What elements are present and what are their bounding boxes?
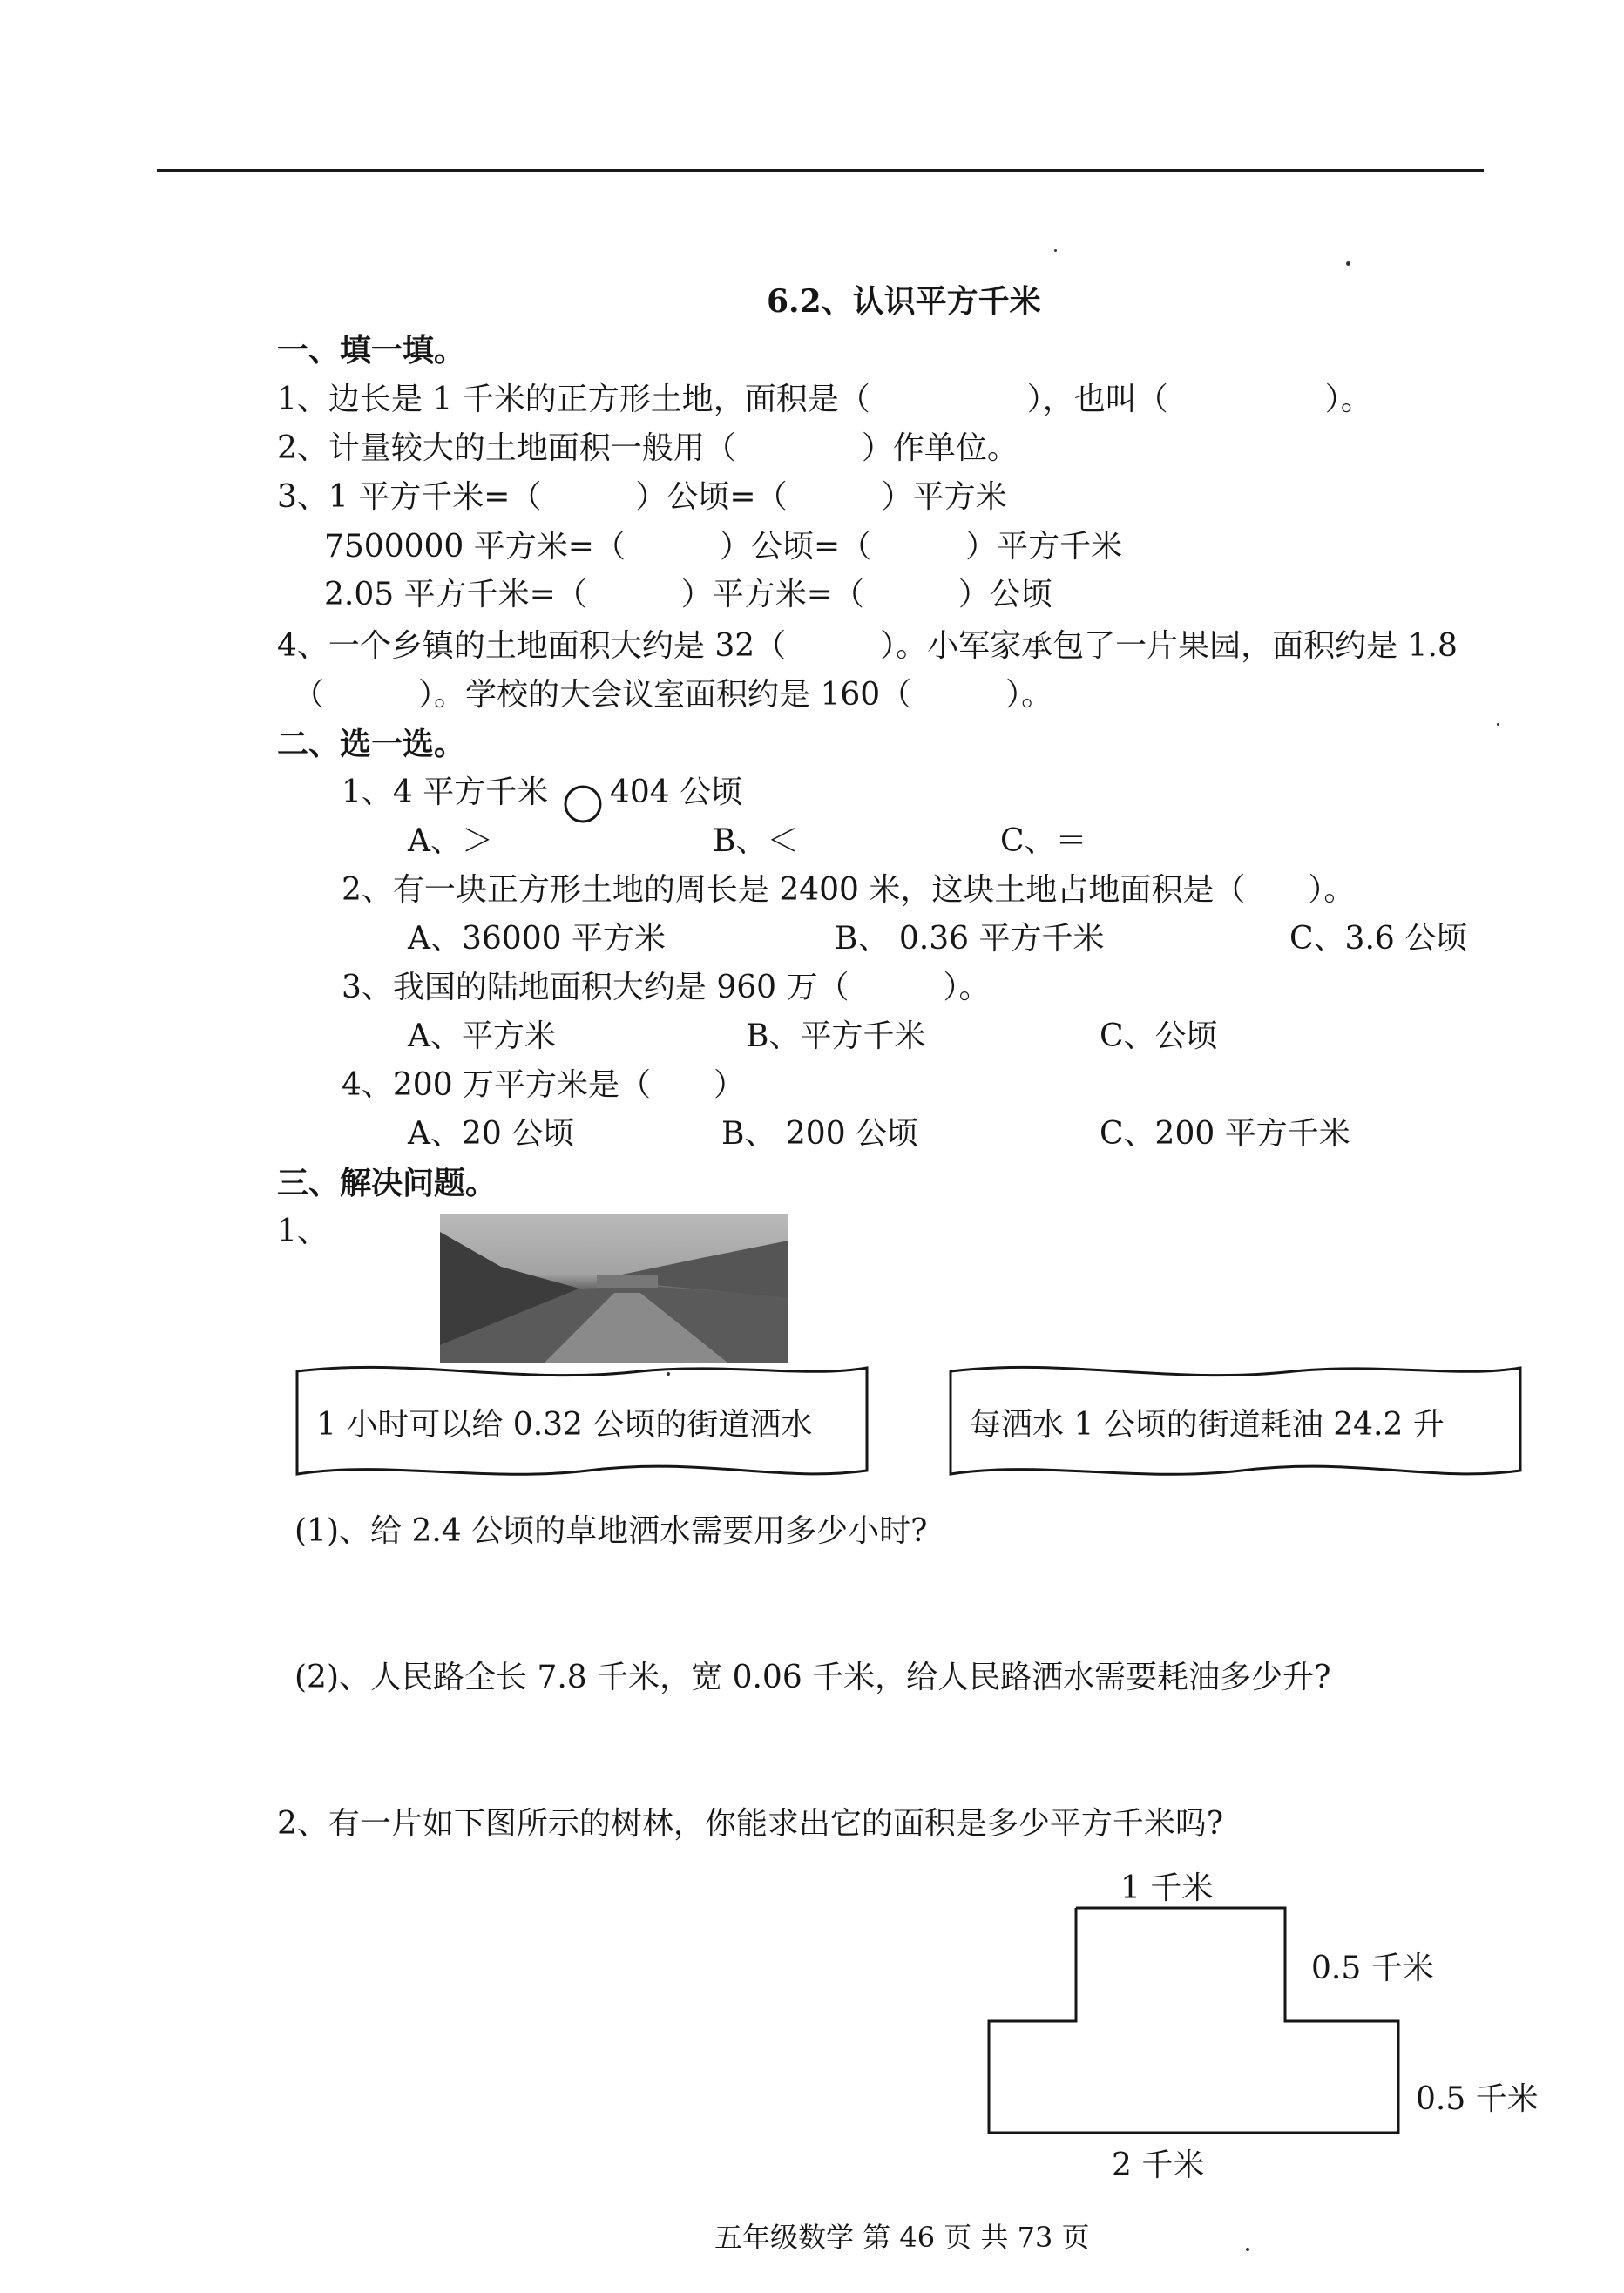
choose-4-option-b: B、 200 公顷 [721, 1116, 919, 1152]
choose-2-option-c: C、3.6 公顷 [1289, 921, 1468, 957]
scan-speck [1054, 249, 1057, 252]
choose-question-4: 4、200 万平方米是（ ） [342, 1067, 746, 1103]
figure-label-upper-right: 0.5 千米 [1311, 1951, 1434, 1986]
section-heading-fill: 一、填一填。 [277, 332, 466, 369]
scan-speck [1246, 2248, 1249, 2251]
fill-question-4a: 4、一个乡镇的土地面积大约是 32（ ）。小军家承包了一片果园，面积约是 1.8 [277, 628, 1458, 664]
problem-1-sub-2: (2)、人民路全长 7.8 千米，宽 0.06 千米，给人民路洒水需要耗油多少升? [294, 1660, 1331, 1695]
choose-1-option-a: A、＞ [408, 823, 493, 859]
fill-question-3b: 7500000 平方米=（ ）公顷=（ ）平方千米 [324, 529, 1123, 565]
problem-1-sub-1: (1)、给 2.4 公顷的草地洒水需要用多少小时? [294, 1513, 928, 1549]
fill-question-4b: （ ）。学校的大会议室面积约是 160（ ）。 [293, 677, 1053, 713]
fill-question-3c: 2.05 平方千米=（ ）平方米=（ ）公顷 [324, 577, 1052, 612]
choose-2-option-a: A、36000 平方米 [408, 921, 666, 957]
choose-question-1-left: 1、4 平方千米 [342, 774, 549, 810]
choose-3-option-c: C、公顷 [1100, 1018, 1218, 1054]
figure-label-top: 1 千米 [1120, 1870, 1214, 1906]
scan-speck [667, 1372, 670, 1376]
banner-left-text: 1 小时可以给 0.32 公顷的街道洒水 [316, 1407, 813, 1443]
choose-question-3: 3、我国的陆地面积大约是 960 万（ ）。 [342, 970, 991, 1005]
choose-3-option-a: A、平方米 [408, 1018, 556, 1054]
choose-3-option-b: B、平方千米 [746, 1018, 926, 1054]
banner-right-text: 每洒水 1 公顷的街道耗油 24.2 升 [970, 1407, 1445, 1443]
figure-label-bottom: 2 千米 [1112, 2148, 1205, 2183]
page-footer: 五年级数学 第 46 页 共 73 页 [714, 2221, 1090, 2254]
forest-shape-figure [976, 1870, 1568, 2204]
fill-question-2: 2、计量较大的土地面积一般用（ ）作单位。 [277, 430, 1018, 466]
section-heading-solve: 三、解决问题。 [277, 1165, 497, 1201]
info-banner-right [945, 1359, 1525, 1485]
scan-speck [1497, 723, 1499, 726]
info-banner-left [292, 1359, 871, 1485]
page-title: 6.2、认识平方千米 [767, 283, 1041, 320]
problem-2: 2、有一片如下图所示的树林，你能求出它的面积是多少平方千米吗? [277, 1806, 1224, 1842]
choose-1-option-c: C、＝ [1000, 823, 1087, 859]
fill-question-3a: 3、1 平方千米=（ ）公顷=（ ）平方米 [277, 479, 1007, 515]
choose-4-option-c: C、200 平方千米 [1100, 1116, 1350, 1152]
street-photo [440, 1214, 788, 1363]
fill-question-1: 1、边长是 1 千米的正方形土地，面积是（ ），也叫（ ）。 [277, 382, 1372, 417]
problem-1-number: 1、 [277, 1214, 328, 1249]
section-heading-choose: 二、选一选。 [277, 726, 466, 762]
choose-1-option-b: B、＜ [713, 823, 799, 859]
choose-question-1-right: 404 公顷 [610, 774, 743, 810]
figure-label-lower-right: 0.5 千米 [1416, 2081, 1539, 2117]
choose-question-2: 2、有一块正方形土地的周长是 2400 米，这块土地占地面积是（ ）。 [342, 872, 1356, 908]
choose-2-option-b: B、 0.36 平方千米 [835, 921, 1105, 957]
scan-speck [1346, 261, 1350, 266]
choose-4-option-a: A、20 公顷 [408, 1116, 575, 1152]
top-rule [157, 169, 1484, 172]
compare-circle-blank [554, 770, 594, 810]
